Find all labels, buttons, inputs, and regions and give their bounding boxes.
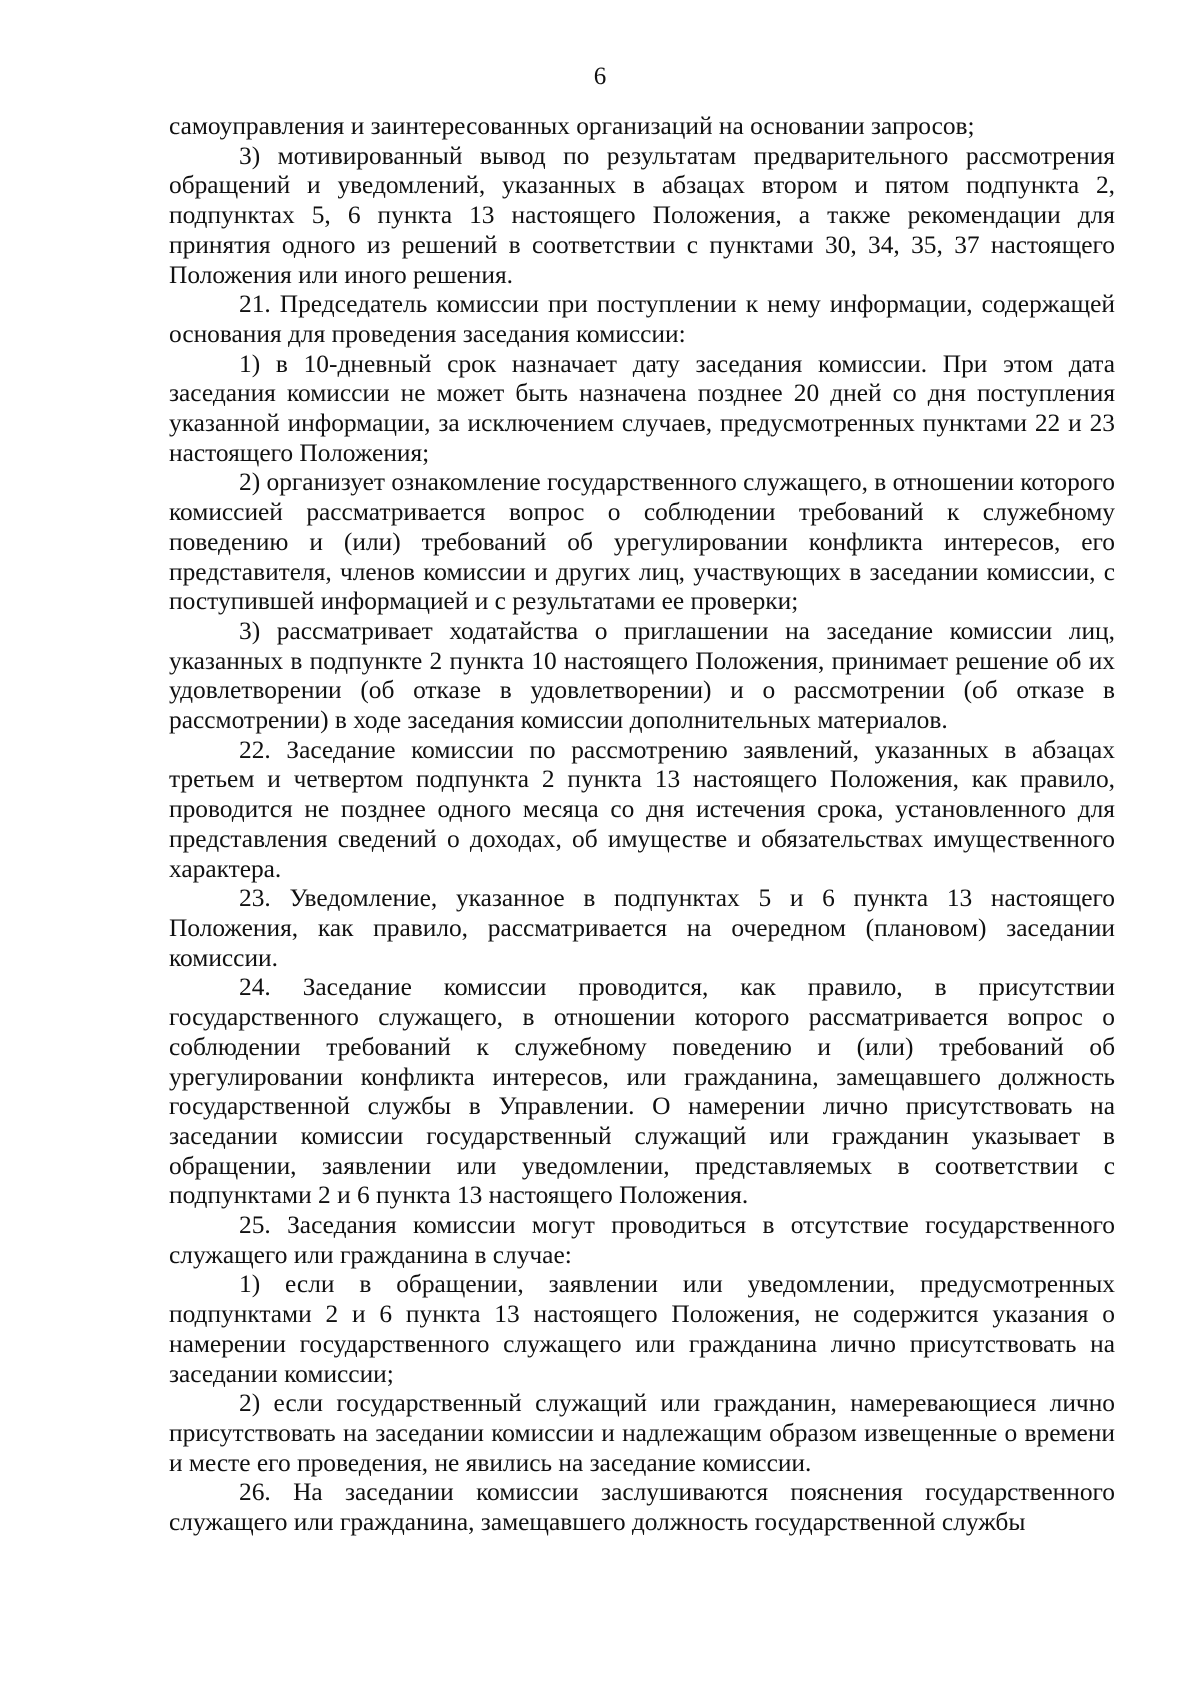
paragraph: 2) если государственный служащий или гражданин, намеревающиеся лично присутствовать на заседании комиссии и надлежащим образом извещенные о времени и месте его проведения, не явились на заседание комиссии. — [169, 1389, 1115, 1477]
paragraph: 25. Заседания комиссии могут проводиться в отсутствие государственного служащего или гражданина в случае: — [169, 1211, 1115, 1269]
paragraph: 2) организует ознакомление государственного служащего, в отношении которого комиссией рассматривается вопрос о соблюдении требований к служебному поведению и (или) требований об урегулировании конфликта интересов, его представителя, членов комиссии и других лиц, участвующих в заседании комиссии, с поступившей информацией и с результатами ее проверки; — [169, 468, 1115, 616]
paragraph: 3) рассматривает ходатайства о приглашении на заседание комиссии лиц, указанных в подпункте 2 пункта 10 настоящего Положения, принимает решение об их удовлетворении (об отказе в удовлетворении) и о рассмотрении (об отказе в рассмотрении) в ходе заседания комиссии дополнительных материалов. — [169, 616, 1115, 735]
paragraph: 1) в 10-дневный срок назначает дату заседания комиссии. При этом дата заседания комиссии не может быть назначена позднее 20 дней со дня поступления указанной информации, за исключением случаев, предусмотренных пунктами 22 и 23 настоящего Положения; — [169, 349, 1115, 467]
paragraph: самоуправления и заинтересованных организаций на основании запросов; — [169, 112, 975, 140]
paragraph: 24. Заседание комиссии проводится, как правило, в присутствии государственного служащего, в отношении которого рассматривается вопрос о соблюдении требований к служебному поведению и (или) требований об урегулировании конфликта интересов, или гражданина, замещавшего должность государственной службы в Управлении. О намерении лично присутствовать на заседании комиссии государственный служащий или гражданин указывает в обращении, заявлении или уведомлении, представляемых в соответствии с подпунктами 2 и 6 пункта 13 настоящего Положения. — [169, 973, 1115, 1210]
paragraph: 23. Уведомление, указанное в подпунктах 5 и 6 пункта 13 настоящего Положения, как правило, рассматривается на очередном (плановом) заседании комиссии. — [169, 884, 1115, 972]
paragraph: 22. Заседание комиссии по рассмотрению заявлений, указанных в абзацах третьем и четвертом подпункта 2 пункта 13 настоящего Положения, как правило, проводится не позднее одного месяца со дня истечения срока, установленного для представления сведений о доходах, об имуществе и обязательствах имущественного характера. — [169, 735, 1115, 883]
paragraph: 26. На заседании комиссии заслушиваются пояснения государственного служащего или гражданина, замещавшего должность государственной службы — [169, 1478, 1115, 1537]
paragraph: 3) мотивированный вывод по результатам предварительного рассмотрения обращений и уведомлений, указанных в абзацах втором и пятом подпункта 2, подпунктах 5, 6 пункта 13 настоящего Положения, а также рекомендации для принятия одного из решений в соответствии с пунктами 30, 34, 35, 37 настоящего Положения или иного решения. — [169, 141, 1115, 289]
page-number: 6 — [593, 63, 607, 90]
paragraph: 21. Председатель комиссии при поступлении к нему информации, содержащей основания для проведения заседания комиссии: — [169, 290, 1115, 348]
document-body — [169, 112, 1115, 1538]
paragraph: 1) если в обращении, заявлении или уведомлении, предусмотренных подпунктами 2 и 6 пункта 13 настоящего Положения, не содержится указания о намерении государственного служащего или гражданина лично присутствовать на заседании комиссии; — [169, 1270, 1115, 1388]
